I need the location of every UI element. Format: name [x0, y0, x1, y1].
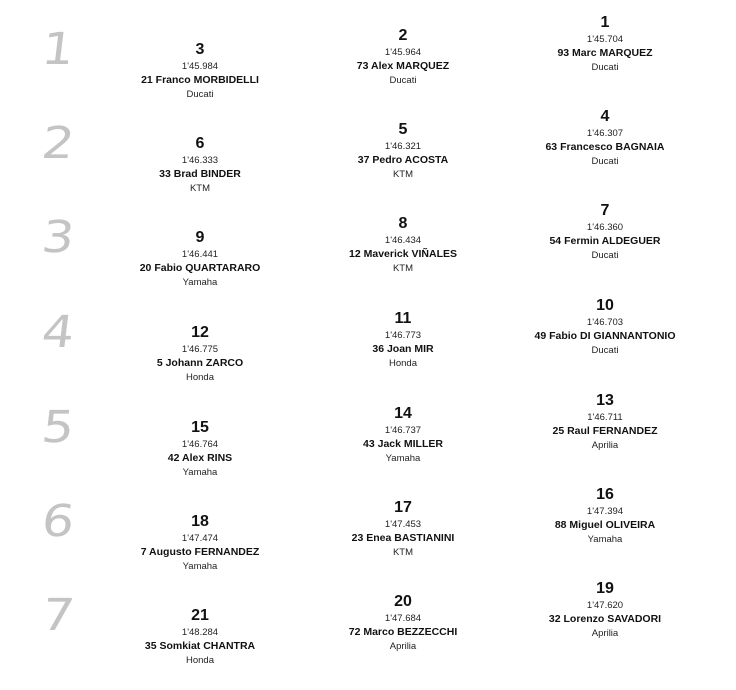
- team-name: Ducati: [389, 75, 417, 86]
- team-name: KTM: [189, 183, 211, 194]
- grid-position: 9: [195, 229, 205, 246]
- team-name: Ducati: [186, 89, 214, 100]
- team-name: Honda: [186, 372, 214, 383]
- lap-time: 1'46.737: [384, 425, 422, 436]
- grid-position: 11: [394, 310, 412, 327]
- team-name: Ducati: [591, 62, 619, 73]
- team-name: Yamaha: [182, 277, 218, 288]
- rider-name: 25 Raul FERNANDEZ: [552, 425, 658, 437]
- grid-row-number: 2: [38, 118, 78, 169]
- grid-position: 1: [600, 14, 610, 31]
- lap-time: 1'45.984: [181, 61, 219, 72]
- grid-slot: [510, 297, 700, 358]
- grid-position: 2: [398, 27, 408, 44]
- lap-time: 1'47.474: [181, 533, 219, 544]
- grid-position: 16: [596, 486, 614, 503]
- team-name: Yamaha: [385, 453, 421, 464]
- grid-slot: [308, 499, 498, 560]
- team-name: Ducati: [591, 156, 619, 167]
- team-name: KTM: [392, 547, 414, 558]
- rider-name: 54 Fermin ALDEGUER: [549, 235, 661, 247]
- grid-slot: [510, 486, 700, 547]
- lap-time: 1'47.620: [586, 600, 624, 611]
- grid-slot: [510, 108, 700, 169]
- team-name: Honda: [186, 655, 214, 666]
- grid-slot: [510, 202, 700, 263]
- rider-name: 33 Brad BINDER: [159, 168, 241, 180]
- grid-row-number: 1: [38, 24, 78, 75]
- rider-name: 36 Joan MIR: [372, 343, 434, 355]
- lap-time: 1'46.307: [586, 128, 624, 139]
- rider-name: 49 Fabio DI GIANNANTONIO: [534, 330, 676, 342]
- grid-position: 4: [600, 108, 610, 125]
- grid-slot: [105, 607, 295, 668]
- grid-slot: [308, 27, 498, 88]
- grid-slot: [105, 41, 295, 102]
- grid-position: 21: [191, 607, 209, 624]
- grid-slot: [308, 121, 498, 182]
- rider-name: 7 Augusto FERNANDEZ: [140, 546, 260, 558]
- rider-name: 23 Enea BASTIANINI: [351, 532, 455, 544]
- lap-time: 1'48.284: [181, 627, 219, 638]
- grid-slot: [308, 215, 498, 276]
- grid-slot: [510, 392, 700, 453]
- team-name: Ducati: [591, 345, 619, 356]
- grid-position: 5: [398, 121, 408, 138]
- grid-slot: [105, 324, 295, 385]
- grid-row-7: [0, 580, 736, 690]
- lap-time: 1'47.394: [586, 506, 624, 517]
- grid-position: 6: [195, 135, 205, 152]
- team-name: Yamaha: [182, 467, 218, 478]
- rider-name: 43 Jack MILLER: [363, 438, 443, 450]
- rider-name: 88 Miguel OLIVEIRA: [554, 519, 656, 531]
- grid-position: 17: [394, 499, 412, 516]
- grid-position: 14: [394, 405, 412, 422]
- grid-position: 18: [191, 513, 209, 530]
- grid-position: 13: [596, 392, 614, 409]
- grid-slot: [308, 310, 498, 371]
- rider-name: 93 Marc MARQUEZ: [557, 47, 653, 59]
- rider-name: 63 Francesco BAGNAIA: [545, 141, 665, 153]
- team-name: Honda: [389, 358, 417, 369]
- lap-time: 1'46.333: [181, 155, 219, 166]
- rider-name: 32 Lorenzo SAVADORI: [548, 613, 662, 625]
- team-name: Aprilia: [389, 641, 417, 652]
- grid-slot: [105, 229, 295, 290]
- rider-name: 20 Fabio QUARTARARO: [139, 262, 261, 274]
- grid-row-number: 5: [38, 402, 78, 453]
- lap-time: 1'45.964: [384, 47, 422, 58]
- lap-time: 1'45.704: [586, 34, 624, 45]
- grid-slot: [105, 513, 295, 574]
- team-name: Aprilia: [591, 440, 619, 451]
- rider-name: 42 Alex RINS: [167, 452, 233, 464]
- lap-time: 1'46.321: [384, 141, 422, 152]
- lap-time: 1'46.773: [384, 330, 422, 341]
- grid-position: 8: [398, 215, 408, 232]
- lap-time: 1'47.453: [384, 519, 422, 530]
- grid-slot: [308, 593, 498, 654]
- team-name: Ducati: [591, 250, 619, 261]
- rider-name: 12 Maverick VIÑALES: [349, 248, 457, 260]
- grid-position: 7: [600, 202, 610, 219]
- team-name: KTM: [392, 263, 414, 274]
- grid-position: 20: [394, 593, 412, 610]
- rider-name: 72 Marco BEZZECCHI: [348, 626, 458, 638]
- grid-slot: [105, 419, 295, 480]
- lap-time: 1'46.441: [181, 249, 219, 260]
- rider-name: 5 Johann ZARCO: [156, 357, 244, 369]
- grid-slot: [510, 14, 700, 75]
- grid-row-number: 4: [38, 307, 78, 358]
- lap-time: 1'46.711: [587, 412, 623, 423]
- grid-position: 3: [195, 41, 205, 58]
- lap-time: 1'46.434: [384, 235, 422, 246]
- grid-slot: [105, 135, 295, 196]
- lap-time: 1'46.775: [181, 344, 219, 355]
- lap-time: 1'47.684: [384, 613, 422, 624]
- team-name: KTM: [392, 169, 414, 180]
- grid-position: 19: [596, 580, 614, 597]
- grid-slot: [308, 405, 498, 466]
- grid-slot: [510, 580, 700, 641]
- grid-row-number: 3: [38, 212, 78, 263]
- grid-position: 10: [596, 297, 614, 314]
- team-name: Yamaha: [182, 561, 218, 572]
- rider-name: 73 Alex MARQUEZ: [356, 60, 450, 72]
- rider-name: 37 Pedro ACOSTA: [357, 154, 449, 166]
- team-name: Aprilia: [591, 628, 619, 639]
- lap-time: 1'46.703: [586, 317, 624, 328]
- lap-time: 1'46.764: [181, 439, 219, 450]
- rider-name: 35 Somkiat CHANTRA: [144, 640, 256, 652]
- grid-row-number: 7: [38, 590, 78, 641]
- lap-time: 1'46.360: [586, 222, 624, 233]
- team-name: Yamaha: [587, 534, 623, 545]
- grid-row-number: 6: [38, 496, 78, 547]
- grid-position: 15: [191, 419, 209, 436]
- grid-position: 12: [191, 324, 209, 341]
- rider-name: 21 Franco MORBIDELLI: [141, 74, 259, 86]
